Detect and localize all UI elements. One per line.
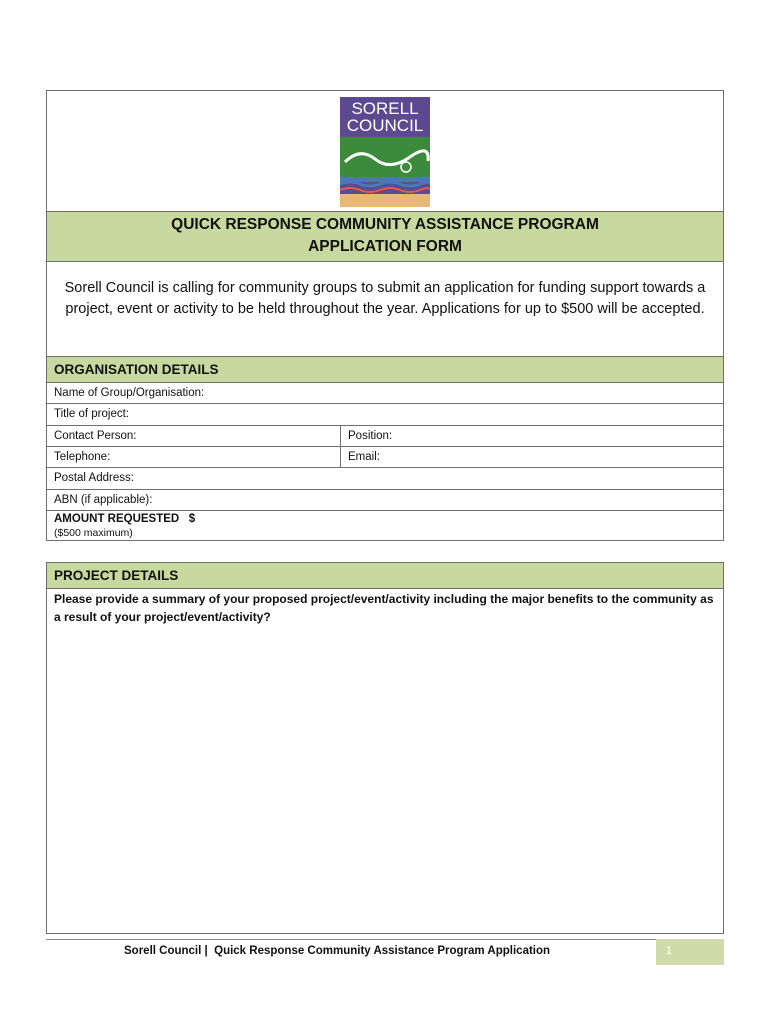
intro-paragraph: Sorell Council is calling for community groups to submit an application for funding support towards a project, event or activity to be held throughout the year. Applications for up to $500 will be accepted. (64, 280, 706, 317)
logo-text-line2: COUNCIL (346, 116, 424, 135)
contact-row (47, 425, 723, 446)
organisation-heading-band (47, 357, 723, 382)
form-title-line1: QUICK RESPONSE COMMUNITY ASSISTANCE PROGRAM (171, 216, 599, 233)
project-details-section (46, 562, 724, 934)
project-heading-band (47, 563, 723, 589)
organisation-heading: ORGANISATION DETAILS (54, 362, 219, 377)
page-number: 1 (666, 945, 673, 957)
organisation-details-section (46, 356, 724, 541)
form-title-line2: APPLICATION FORM (308, 238, 462, 255)
project-heading: PROJECT DETAILS (54, 568, 179, 583)
column-divider (340, 425, 341, 467)
header-box (46, 90, 724, 357)
position-label: Position: (348, 430, 393, 442)
title-band (47, 211, 723, 262)
sorell-council-logo (340, 97, 430, 207)
footer-text: Sorell Council | Quick Response Community Assistance Program Application (124, 945, 551, 957)
logo-text-line1: SORELL (351, 99, 419, 118)
project-summary-prompt: Please provide a summary of your proposed project/event/activity including the major benefits to the community as a result of your project/event/activity? (54, 592, 714, 624)
abn-label: ABN (if applicable): (54, 494, 153, 506)
project-title-label: Title of project: (54, 408, 129, 420)
page-number-badge (656, 939, 724, 965)
footer-rule (46, 939, 656, 940)
email-label: Email: (348, 451, 380, 463)
logo-landscape-graphic (340, 137, 430, 207)
amount-requested-label: AMOUNT REQUESTED $ (54, 513, 196, 525)
name-of-group-label: Name of Group/Organisation: (54, 387, 205, 399)
telephone-label: Telephone: (54, 451, 111, 463)
contact-person-label: Contact Person: (54, 430, 137, 442)
amount-maximum-note: ($500 maximum) (54, 527, 133, 539)
project-summary-input-area[interactable] (48, 627, 722, 932)
project-title-field[interactable] (47, 403, 723, 425)
amount-requested-field[interactable] (47, 510, 723, 541)
postal-address-field[interactable] (47, 467, 723, 489)
telephone-row (47, 446, 723, 467)
abn-field[interactable] (47, 489, 723, 510)
name-of-group-field[interactable] (47, 382, 723, 403)
postal-address-label: Postal Address: (54, 472, 134, 484)
